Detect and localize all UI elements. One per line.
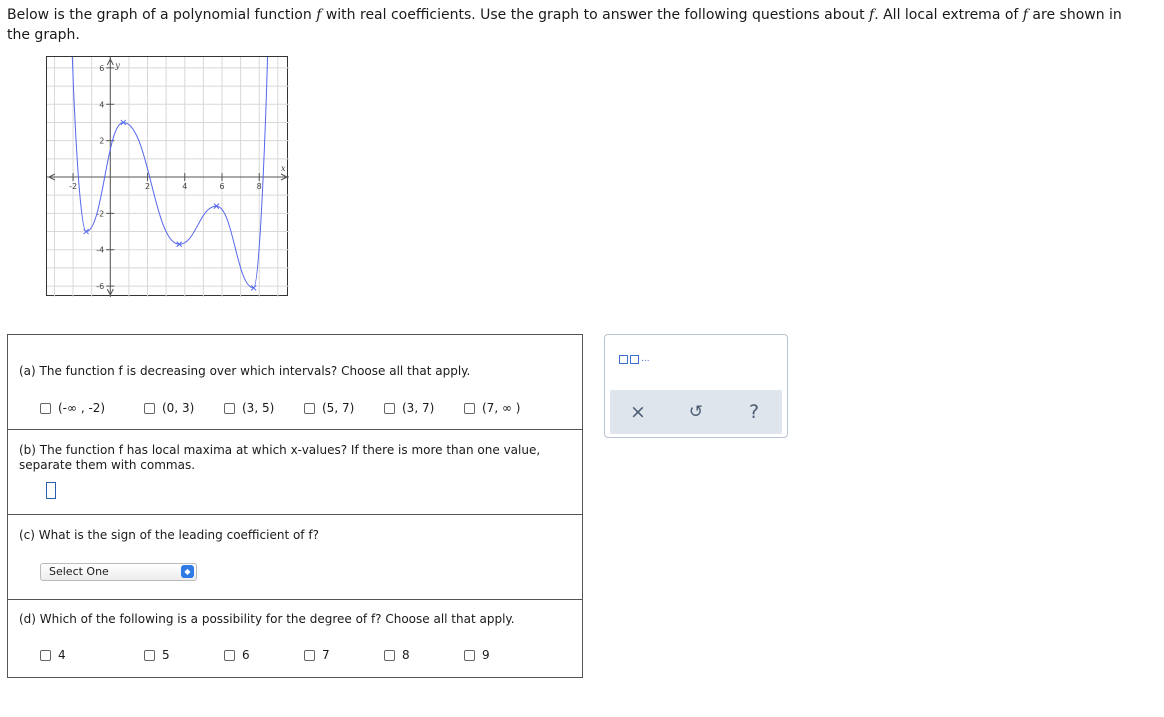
checkbox[interactable]: [464, 650, 475, 661]
y-tick-label: -6: [96, 282, 105, 292]
question-b-line-2: separate them with commas.: [19, 458, 196, 472]
clear-icon[interactable]: ×: [630, 401, 646, 423]
prompt-function-var: f: [869, 7, 875, 23]
chevron-updown-icon[interactable]: ◆: [181, 565, 194, 578]
checkbox[interactable]: [40, 650, 51, 661]
question-a: [8, 335, 582, 430]
square-icon: [619, 355, 628, 364]
checkbox[interactable]: [304, 403, 315, 414]
y-tick-label: -2: [96, 209, 105, 219]
x-axis-label: x: [281, 164, 286, 173]
option-label: 9: [482, 648, 490, 662]
option-d-6[interactable]: [464, 648, 490, 662]
option-label: (7, ∞ ): [482, 401, 521, 415]
ellipsis-icon: ...: [641, 354, 650, 364]
math-toolbar: [604, 334, 788, 438]
checkbox[interactable]: [464, 403, 475, 414]
option-a-4[interactable]: [304, 401, 354, 415]
option-label: (5, 7): [322, 401, 355, 415]
option-label: (0, 3): [162, 401, 195, 415]
help-icon[interactable]: ?: [748, 401, 760, 423]
option-a-2[interactable]: [144, 401, 194, 415]
answer-input-b[interactable]: [46, 482, 56, 499]
option-a-5[interactable]: [384, 401, 434, 415]
x-tick-label: -2: [69, 182, 78, 191]
y-tick-label: 4: [99, 100, 105, 110]
option-d-1[interactable]: [40, 648, 66, 662]
checkbox[interactable]: [384, 650, 395, 661]
question-b-text: [19, 443, 540, 473]
x-tick-label: 8: [256, 182, 262, 191]
option-d-2[interactable]: [144, 648, 170, 662]
checkbox[interactable]: [304, 650, 315, 661]
select-value: Select One: [49, 565, 109, 578]
option-d-5[interactable]: [384, 648, 410, 662]
option-label: (-∞ , -2): [58, 401, 106, 415]
option-label: (3, 7): [402, 401, 435, 415]
option-d-4[interactable]: [304, 648, 330, 662]
square-icon: [630, 355, 639, 364]
template-button[interactable]: [619, 354, 650, 364]
polynomial-graph: [46, 56, 288, 296]
x-tick-label: 4: [182, 182, 188, 191]
checkbox[interactable]: [144, 403, 155, 414]
prompt-text: with real coefficients. Use the graph to answer the following questions about: [321, 7, 870, 23]
x-tick-label: 6: [219, 182, 225, 191]
y-axis-label: y: [115, 61, 120, 70]
checkbox[interactable]: [144, 650, 155, 661]
checkbox[interactable]: [224, 403, 235, 414]
questions-panel: [7, 334, 583, 678]
y-tick-label: 2: [99, 136, 105, 146]
checkbox[interactable]: [224, 650, 235, 661]
option-label: 6: [242, 648, 250, 662]
prompt-text: are shown in the graph.: [7, 7, 1122, 43]
prompt-function-var: f: [316, 7, 322, 23]
x-tick-label: 2: [144, 182, 151, 191]
question-prompt: [7, 5, 1147, 45]
option-label: (3, 5): [242, 401, 275, 415]
question-c: [8, 515, 582, 600]
option-a-3[interactable]: [224, 401, 274, 415]
question-d: [8, 600, 582, 677]
question-b: [8, 430, 582, 515]
option-label: 5: [162, 648, 170, 662]
checkbox[interactable]: [384, 403, 395, 414]
toolbar-action-bar: [610, 390, 782, 434]
prompt-text: Below is the graph of a polynomial function: [7, 7, 317, 23]
prompt-function-var: f: [1022, 7, 1028, 23]
y-tick-label: -4: [96, 245, 105, 255]
option-d-3[interactable]: [224, 648, 250, 662]
y-tick-label: 6: [99, 63, 105, 73]
question-d-text: (d) Which of the following is a possibility for the degree of f? Choose all that apply.: [19, 612, 515, 626]
sign-select[interactable]: [40, 563, 197, 581]
option-label: 7: [322, 648, 330, 662]
question-a-text: (a) The function f is decreasing over which intervals? Choose all that apply.: [19, 364, 471, 378]
checkbox[interactable]: [40, 403, 51, 414]
question-c-text: (c) What is the sign of the leading coefficient of f?: [19, 528, 319, 542]
option-label: 8: [402, 648, 410, 662]
prompt-text: . All local extrema of: [874, 7, 1023, 23]
question-b-line-1: (b) The function f has local maxima at which x-values? If there is more than one value,: [19, 443, 541, 457]
option-a-1[interactable]: [40, 401, 105, 415]
option-a-6[interactable]: [464, 401, 520, 415]
undo-icon[interactable]: ↺: [688, 402, 704, 422]
graph-svg: [47, 57, 289, 297]
option-label: 4: [58, 648, 66, 662]
